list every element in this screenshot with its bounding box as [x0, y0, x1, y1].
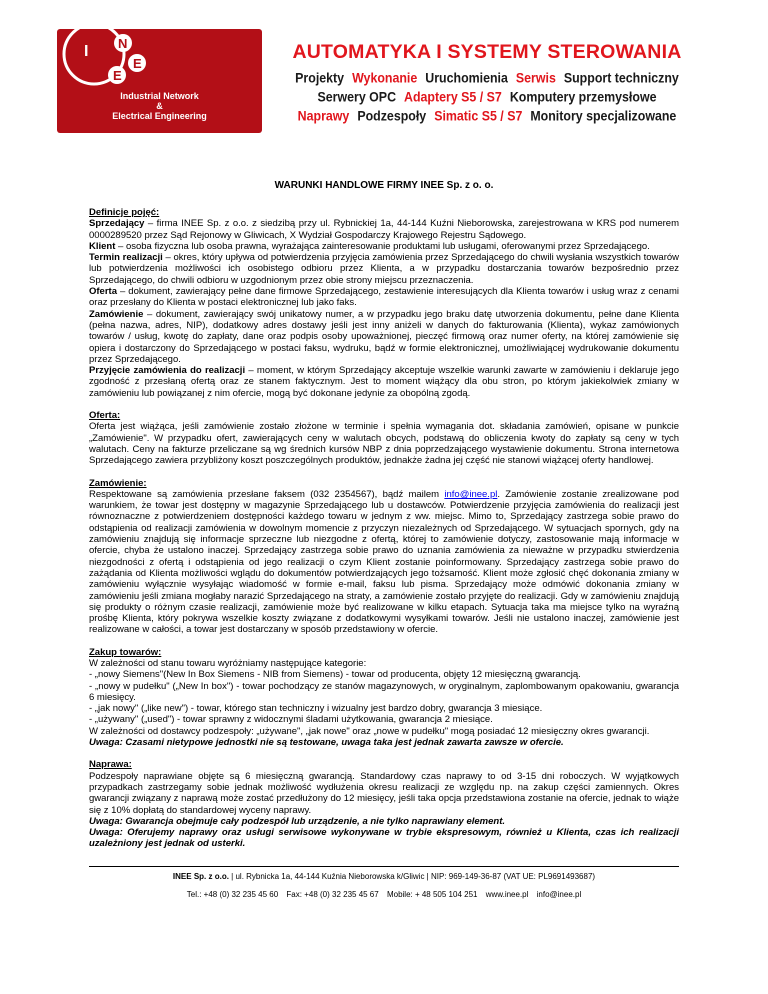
definition-text: – dokument, zawierający pełne dane firmowe Sprzedającego, zestawienie interesujących dla Klienta towarów i usług wraz z cenami oraz przesłany do Klienta w postaci elektronicznej lub jako faks.: [89, 286, 679, 309]
service-tag: Serwis: [515, 70, 556, 86]
footer-email[interactable]: info@inee.pl: [536, 890, 582, 899]
definition-item: [89, 309, 679, 365]
service-tag: Uruchomienia: [425, 70, 508, 86]
service-tag: Naprawy: [297, 108, 350, 124]
document-title: WARUNKI HANDLOWE FIRMY INEE Sp. z o. o.: [274, 180, 494, 191]
section-purchase: [89, 647, 679, 749]
service-tag: Monitory specjalizowane: [530, 108, 677, 124]
purchase-note: Uwaga: Czasami nietypowe jednostki nie są testowane, uwaga taka jest jednak zawarta zawsze w ofercie.: [89, 737, 564, 749]
services-row-2: [262, 89, 712, 105]
section-heading: Zamówienie:: [89, 477, 147, 489]
definition-item: [89, 252, 679, 286]
section-text: Podzespoły naprawiane objęte są 6 miesięczną gwarancją. Standardowy czas naprawy to od 3-15 dni roboczych. W wyjątkowych przypadkach zastrzegamy sobie jednak możliwość wydłużenia okresu realizacji ze względu np. na zakup części zamiennych. Okres gwarancji związany z naprawą może zostać przedłużony do 12 miesięcy, jeśli taka opcja przedstawiona zostanie na ofercie, jednak to wiąże się z 10% dopłatą do standardowej wyceny naprawy.: [89, 770, 679, 816]
document-body: [89, 207, 679, 861]
email-link[interactable]: info@inee.pl: [444, 488, 498, 500]
footer-website[interactable]: www.inee.pl: [485, 890, 529, 899]
definition-term: Zamówienie: [89, 308, 144, 320]
service-tag: Simatic S5 / S7: [434, 108, 523, 124]
definition-item: [89, 286, 679, 309]
repair-note: Uwaga: Oferujemy naprawy oraz usługi serwisowe wykonywane w trybie ekspresowym, również u Klienta, czas ich realizacji uzależniony jest jednak od usterki.: [89, 827, 679, 850]
definition-item: [89, 365, 679, 399]
service-tag: Serwery OPC: [317, 89, 397, 105]
definition-term: Termin realizacji: [89, 252, 163, 264]
logo-letter: I: [84, 43, 89, 60]
section-repair: [89, 759, 679, 849]
section-definitions: [89, 207, 679, 399]
section-text: [89, 489, 679, 636]
order-text-after: . Zamówienie zostanie zrealizowane pod warunkiem, że towar jest dostępny w magazynie Sprzedającego lub u dostawców. Potwierdzenie przyjęcia zamówienia do realizacji jest równoznaczne z potwierdzeniem dostępności każdego towaru w jednym z ww. miejsc. Mimo to, Sprzedający zastrzega sobie prawo do odstąpienia od realizacji zamówienia w dowolnym momencie z przyczyn niezależnych od Sprzedającego. W sytuacjach spornych, gdy na zamówieniu znajdują się informacje sprzeczne lub niezgodne z ofertą, której to zamówienie dotyczy, zastosowanie mają informacje w ofercie, chyba że ustalono inaczej. Sprzedający zastrzega sobie prawo do uznania zamówienia za nieważne w przypadku stwierdzenia niezgodności z ofertą i odstąpienia od jego realizacji o czym Klient zostanie poinformowany. Sprzedający zastrzega sobie prawo do zażądania od Klienta możliwości wglądu do dokumentów potwierdzających jego tożsamość. Klient może zgłosić chęć dokonania zmiany w zamówieniu wyłącznie wysyłając wiadomość w formie e-mail, faksu lub pisma. Sprzedający może odmówić dokonania zmiany w zamówieniu jeśli zmiana mogłaby narazić Sprzedającego na straty, a zamówienie zostało przyjęte do realizacji. Gdy w zamówieniu znajdują się produkty o różnym czasie realizacji, zamówienie może być realizowane w kilku etapach. Sytuacja taka ma miejsce tylko na wyraźną prośbę Klienta, który pokrywa wszelkie koszty związane z dodatkowymi wysyłkami towarów. Jeśli nie ustalono inaczej, zamówienie jest realizowane w całości, a towar jest dostarczany w sposób przedstawiony w ofercie.: [89, 488, 680, 636]
definition-term: Klient: [89, 240, 116, 252]
section-text: Oferta jest wiążąca, jeśli zamówienie zostało złożone w terminie i spełnia wymagania dot. składania zamówień, opisane w punkcie „Zamówienie". W przypadku ofert, zawierających ceny w walutach obcych, podstawą do obliczenia kwoty do zapłaty są ceny w tych walutach. Ceny na fakturze przeliczane są wg średnich kursów NBP z dnia poprzedzającego wystawienie dokumentu. Strona internetowa Sprzedającego zawiera przybliżony koszt poszczególnych produktów, jednakże żadna jej część nie stanowi wiążącej oferty handlowej.: [89, 421, 679, 467]
section-order: [89, 478, 679, 636]
purchase-line: - „używany" („used") - towar sprawny z widocznymi śladami użytkowania, gwarancja 2 miesiące.: [89, 714, 493, 726]
logo-tagline-line: &: [156, 101, 163, 111]
definition-item: [89, 241, 679, 252]
section-heading: Oferta:: [89, 410, 121, 422]
logo-letter: E: [113, 68, 122, 83]
service-tag: Support techniczny: [563, 70, 679, 86]
footer-divider: [89, 866, 679, 867]
footer-address: | ul. Rybnicka 1a, 44-144 Kuźnia Nieborowska k/Gliwic | NIP: 969-149-36-87 (VAT UE: PL9691493687): [228, 872, 596, 881]
section-heading: Definicje pojęć:: [89, 207, 160, 218]
services-row-1: [262, 70, 712, 86]
order-text-before: Respektowane są zamówienia przesłane faksem (032 2354567), bądź mailem: [89, 488, 445, 500]
definition-term: Sprzedający: [89, 218, 145, 230]
logo-tagline-line: Industrial Network: [120, 91, 199, 101]
section-heading: Zakup towarów:: [89, 646, 162, 658]
service-tag: Podzespoły: [357, 108, 427, 124]
definition-term: Przyjęcie zamówienia do realizacji: [89, 365, 246, 377]
purchase-line: W zależności od dostawcy podzespoły: „używane", „jak nowe" oraz „nowe w pudełku" mogą posiadać 12 miesięczny okres gwarancji.: [89, 725, 650, 737]
definition-text: – okres, który upływa od potwierdzenia przyjęcia zamówienia przez Sprzedającego do chwili wysłania wszystkich towarów lub potwierdzenia możliwości ich osobistego odbioru przez Klienta, a w przypadku dostarczania towarów bezpośrednio przez Sprzedającego, do chwili odbioru w uzgodnionym przez obie strony miejscu przeznaczenia.: [89, 252, 679, 286]
logo-letter: N: [118, 36, 128, 51]
logo-tagline-line: Electrical Engineering: [112, 111, 207, 121]
logo-tagline: [57, 91, 262, 121]
purchase-line: - „nowy w pudełku" („New In box") - towar pochodzący ze stanów magazynowych, w oryginalnym, zaplombowanym opakowaniu, gwarancja 6 miesięcy.: [89, 680, 679, 703]
service-tag: Adaptery S5 / S7: [404, 89, 502, 105]
definition-text: – dokument, zawierający swój unikatowy numer, a w przypadku jego braku datę utworzenia dokumentu, pełne dane Klienta (pełna nazwa, adres, NIP), dodatkowy adres dostawy jeśli jest inny aniżeli w danych do fakturowania (Klienta), wykaz zamówionych towarów / usług, kwotę do zapłaty, dane oraz podpis osoby upoważnionej, pieczęć firmową oraz numer oferty, na której zamówienie się opiera i dostarczony do Sprzedającego w postaci faksu, wydruku, bądź w formie elektronicznej, umożliwiającej wydrukowanie dokumentu przez Sprzedającego.: [89, 308, 679, 365]
footer-fax: Fax: +48 (0) 32 235 45 67: [286, 890, 379, 899]
footer-phone: Tel.: +48 (0) 32 235 45 60: [186, 890, 279, 899]
logo-letter: E: [133, 56, 142, 71]
services-row-3: [262, 108, 712, 124]
service-tag: Komputery przemysłowe: [509, 89, 657, 105]
purchase-line: - „nowy Siemens"(New In Box Siemens - NIB from Siemens) - towar od producenta, objęty 12 miesięczną gwarancją.: [89, 669, 581, 681]
definition-text: – firma INEE Sp. z o.o. z siedzibą przy ul. Rybnickiej 1a, 44-144 Kuźni Nieborowska, zarejestrowana w KRS pod numerem 0000289520 przez Sąd Rejonowy w Gliwicach, X Wydział Gospodarczy Krajowego Rejestru Sądowego.: [89, 218, 679, 241]
footer-mobile: Mobile: + 48 505 104 251: [386, 890, 478, 899]
section-heading: Naprawa:: [89, 759, 132, 771]
purchase-line: - „jak nowy" („like new") - towar, którego stan techniczny i wizualny jest bardzo dobry, gwarancja 3 miesiące.: [89, 703, 543, 715]
definition-item: [89, 218, 679, 241]
header-title: AUTOMATYKA I SYSTEMY STEROWANIA: [292, 41, 682, 63]
footer-company-name: INEE Sp. z o.o.: [172, 872, 229, 881]
definition-term: Oferta: [89, 286, 117, 298]
purchase-line: W zależności od stanu towaru wyróżniamy następujące kategorie:: [89, 657, 367, 669]
service-tag: Projekty: [295, 70, 345, 86]
section-offer: [89, 410, 679, 466]
footer-company-line: [0, 872, 768, 881]
footer-contact-line: [0, 890, 768, 899]
definition-text: – osoba fizyczna lub osoba prawna, wyrażająca zainteresowanie produktami lub usługami, oferowanymi przez Sprzedającego.: [115, 240, 650, 252]
service-tag: Wykonanie: [352, 70, 418, 86]
definition-text: – moment, w którym Sprzedający akceptuje wszelkie warunki zawarte w zamówieniu i deklaruje jego zgodność z przesłaną ofertą oraz ze stanem faktycznym. Jest to moment wiążący dla obu stron, po którym jakiekolwiek zmiany w zamówieniu lub powiązanej z nim ofercie, mogą być dokonane jedynie za obopólną zgodą.: [89, 365, 680, 399]
repair-note: Uwaga: Gwarancja obejmuje cały podzespół lub urządzenie, a nie tylko naprawiany element.: [89, 815, 506, 827]
company-logo: [57, 29, 262, 133]
